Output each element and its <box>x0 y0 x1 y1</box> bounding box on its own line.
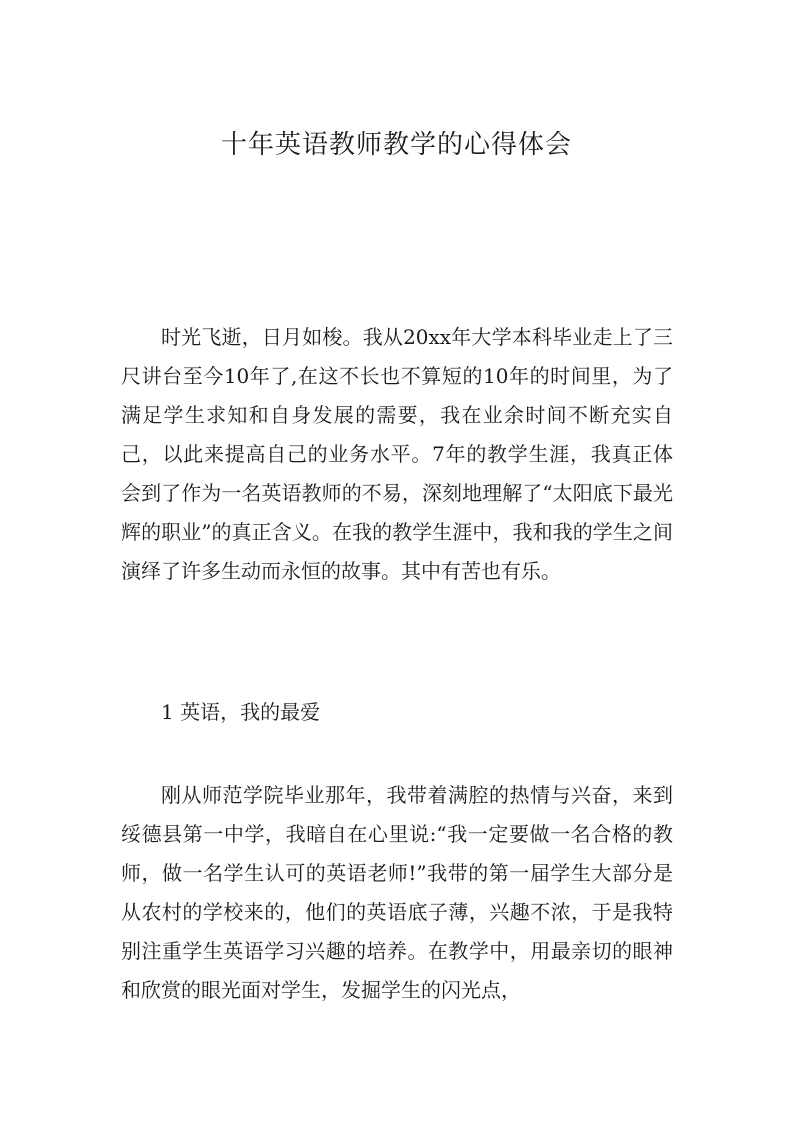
document-title: 十年英语教师教学的心得体会 <box>220 130 572 160</box>
section-heading: 1 英语，我的最爱 <box>161 700 321 724</box>
section-paragraph: 刚从师范学院毕业那年，我带着满腔的热情与兴奋，来到绥德县第一中学，我暗自在心里说:“我一定要做一名合格的教师，做一名学生认可的英语老师!”我带的第一届学生大部分是从农村的学校来的，他们的英语底子薄，兴趣不浓，于是我特别注重学生英语学习兴趣的培养。在教学中，用最亲切的眼神和欣赏的眼光面对学生，发掘学生的闪光点， <box>121 783 673 1002</box>
intro-paragraph: 时光飞逝，日月如梭。我从20xx年大学本科毕业走上了三尺讲台至今10年了,在这不长也不算短的10年的时间里，为了满足学生求知和自身发展的需要，我在业余时间不断充实自己，以此来提高自己的业务水平。7年的教学生涯，我真正体会到了作为一名英语教师的不易，深刻地理解了“太阳底下最光辉的职业”的真正含义。在我的教学生涯中，我和我的学生之间演绎了许多生动而永恒的故事。其中有苦也有乐。 <box>121 325 673 583</box>
